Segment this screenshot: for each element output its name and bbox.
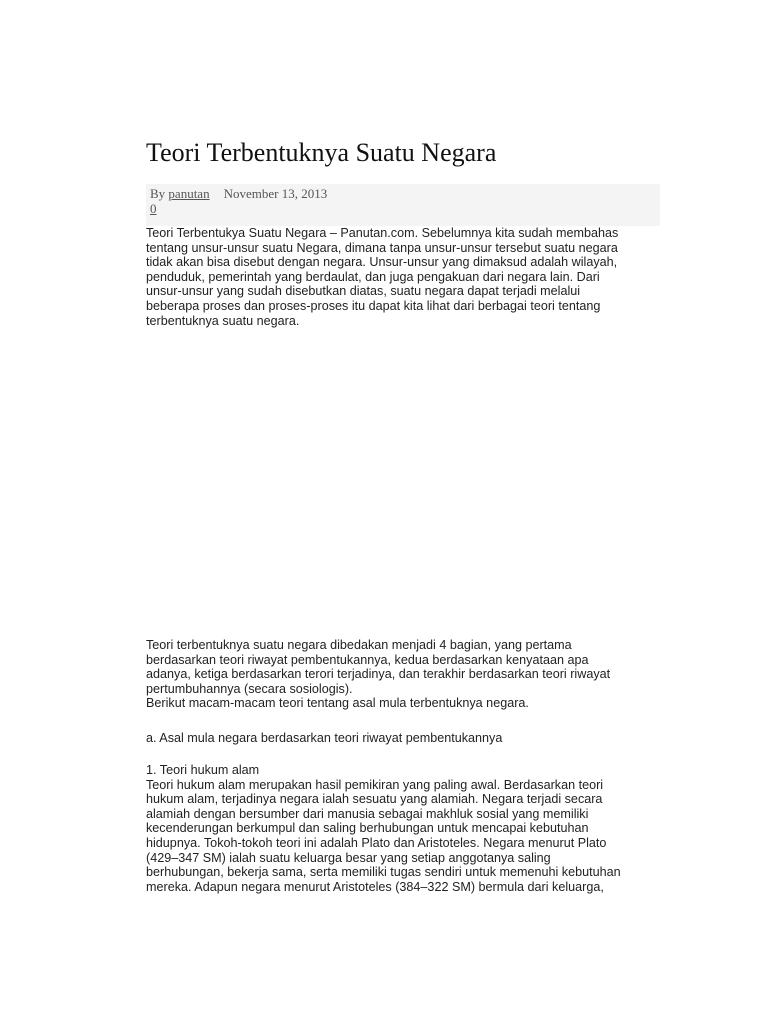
post-date: November 13, 2013 [223,186,328,201]
article-meta-bar [146,184,660,226]
overview-paragraph: Teori terbentuknya suatu negara dibedakan menjadi 4 bagian, yang pertama berdasarkan teori riwayat pembentukannya, kedua berdasarkan kenyataan apa adanya, ketiga berdasarkan terori terjadinya, dan terakhir berdasarkan teori riwayat pertumbuhannya (secara sosiologis). Berikut macam-macam teori tentang asal mula terbentuknya negara. [146,638,611,711]
byline [150,186,327,201]
article-title: Teori Terbentuknya Suatu Negara [146,138,497,167]
section-a-heading: a. Asal mula negara berdasarkan teori riwayat pembentukannya [146,731,503,745]
theory-1-paragraph: 1. Teori hukum alam Teori hukum alam merupakan hasil pemikiran yang paling awal. Berdasarkan teori hukum alam, terjadinya negara ialah sesuatu yang alamiah. Negara terjadi secara alamiah dengan bersumber dari manusia sebagai makhluk sosial yang memiliki kecenderungan berkumpul dan saling berhubungan untuk mencapai kebutuhan hidupnya. Tokoh-tokoh teori ini adalah Plato dan Aristoteles. Negara menurut Plato (429–347 SM) ialah suatu keluarga besar yang setiap anggotanya saling berhubungan, bekerja sama, serta memiliki tugas sendiri untuk memenuhi kebutuhan mereka. Adapun negara menurut Aristoteles (384–322 SM) bermula dari keluarga, [146,763,621,894]
comment-count-link[interactable]: 0 [150,201,157,216]
byline-prefix: By [150,186,169,201]
author-link[interactable]: panutan [168,186,210,201]
intro-paragraph: Teori Terbentukya Suatu Negara – Panutan.com. Sebelumnya kita sudah membahas tentang unsur-unsur suatu Negara, dimana tanpa unsur-unsur tersebut suatu negara tidak akan bisa disebut dengan negara. Unsur-unsur yang dimaksud adalah wilayah, penduduk, pemerintah yang berdaulat, dan juga pengakuan dari negara lain. Dari unsur-unsur yang sudah disebutkan diatas, suatu negara dapat terjadi melalui beberapa proses dan proses-proses itu dapat kita lihat dari berbagai teori tentang terbentuknya suatu negara. [146,226,619,328]
